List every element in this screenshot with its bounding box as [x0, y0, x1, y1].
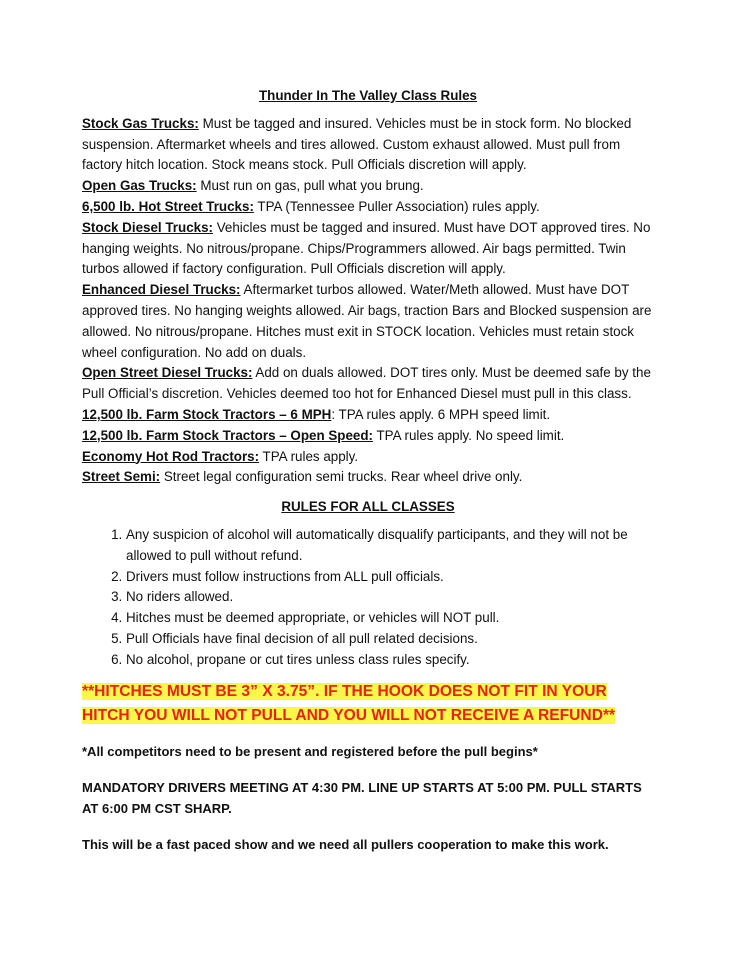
class-description: Must be tagged and insured. Vehicles must be in stock form. No blocked suspension. Aftermarket wheels and tires allowed. Custom exhaust allowed. Must pull from factory hitch location. Stock means stock. Pull Officials discretion will apply.: [82, 115, 632, 173]
class-name: Open Street Diesel Trucks:: [82, 365, 253, 381]
class-description: Must run on gas, pull what you brung.: [196, 178, 424, 194]
class-description: Street legal configuration semi trucks. Rear wheel drive only.: [160, 469, 523, 485]
drivers-meeting-note: MANDATORY DRIVERS MEETING AT 4:30 PM. LINE UP STARTS AT 5:00 PM. PULL STARTS AT 6:00 PM CST SHARP.: [82, 780, 642, 817]
class-rule-economy-hot-rod-tractors: [82, 447, 654, 468]
class-name: Stock Diesel Trucks:: [82, 219, 213, 235]
class-rule-open-gas-trucks: [82, 176, 654, 197]
hitch-warning-text: **HITCHES MUST BE 3” X 3.75”. IF THE HOOK DOES NOT FIT IN YOUR HITCH YOU WILL NOT PULL AND YOU WILL NOT RECEIVE A REFUND**: [82, 682, 616, 724]
class-name: 12,500 lb. Farm Stock Tractors – Open Speed:: [82, 427, 373, 443]
class-rule-stock-gas-trucks: [82, 114, 654, 176]
general-rules-list: [82, 525, 654, 671]
class-description: TPA rules apply. No speed limit.: [372, 427, 565, 443]
class-rule-farm-stock-tractors-6mph: [82, 405, 654, 426]
class-rule-enhanced-diesel-trucks: [82, 280, 654, 363]
general-rule-item: 5. Pull Officials have final decision of all pull related decisions.: [126, 629, 654, 650]
general-rules-heading: RULES FOR ALL CLASSES: [281, 499, 455, 515]
general-rule-item: 3. No riders allowed.: [126, 587, 654, 608]
class-name: Stock Gas Trucks:: [82, 115, 199, 131]
general-rule-item: 6. No alcohol, propane or cut tires unless class rules specify.: [126, 650, 654, 671]
document-page: [82, 86, 654, 856]
class-description: TPA rules apply.: [259, 448, 359, 464]
class-name: Enhanced Diesel Trucks:: [82, 282, 241, 298]
class-description: Aftermarket turbos allowed. Water/Meth allowed. Must have DOT approved tires. No hanging weights allowed. Air bags, traction Bars and Blocked suspension are allowed. No nitrous/propane. Hitches must exit in STOCK location. Vehicles must retain stock wheel configuration. No add on duals.: [82, 282, 652, 360]
registration-note: *All competitors need to be present and registered before the pull begins*: [82, 743, 538, 759]
class-name: Economy Hot Rod Tractors:: [82, 448, 260, 464]
class-rule-stock-diesel-trucks: [82, 218, 654, 280]
class-rule-farm-stock-tractors-open-speed: [82, 426, 654, 447]
class-rule-street-semi: [82, 467, 654, 488]
hitch-warning: [82, 680, 654, 728]
class-rules-section: [82, 114, 654, 488]
class-name: 6,500 lb. Hot Street Trucks:: [82, 198, 254, 214]
class-name: Street Semi:: [82, 469, 161, 485]
class-rule-hot-street-trucks: [82, 197, 654, 218]
class-name: 12,500 lb. Farm Stock Tractors – 6 MPH: [82, 406, 332, 422]
class-description: : TPA rules apply. 6 MPH speed limit.: [331, 406, 551, 422]
general-rule-item: 1. Any suspicion of alcohol will automatically disqualify participants, and they will not be allowed to pull without refund.: [126, 525, 654, 567]
class-name: Open Gas Trucks:: [82, 178, 197, 194]
general-rule-item: 2. Drivers must follow instructions from ALL pull officials.: [126, 567, 654, 588]
class-rule-open-street-diesel-trucks: [82, 363, 654, 405]
class-description: TPA (Tennessee Puller Association) rules apply.: [253, 198, 540, 214]
document-title: Thunder In The Valley Class Rules: [258, 88, 478, 103]
general-rule-item: 4. Hitches must be deemed appropriate, or vehicles will NOT pull.: [126, 608, 654, 629]
class-description: Add on duals allowed. DOT tires only. Must be deemed safe by the Pull Official’s discretion. Vehicles deemed too hot for Enhanced Diesel must pull in this class.: [82, 365, 651, 402]
class-description: Vehicles must be tagged and insured. Must have DOT approved tires. No hanging weights. No nitrous/propane. Chips/Programmers allowed. Air bags permitted. Twin turbos allowed if factory configuration. Pull Officials discretion will apply.: [82, 219, 651, 277]
closing-note: This will be a fast paced show and we need all pullers cooperation to make this work.: [82, 836, 609, 852]
